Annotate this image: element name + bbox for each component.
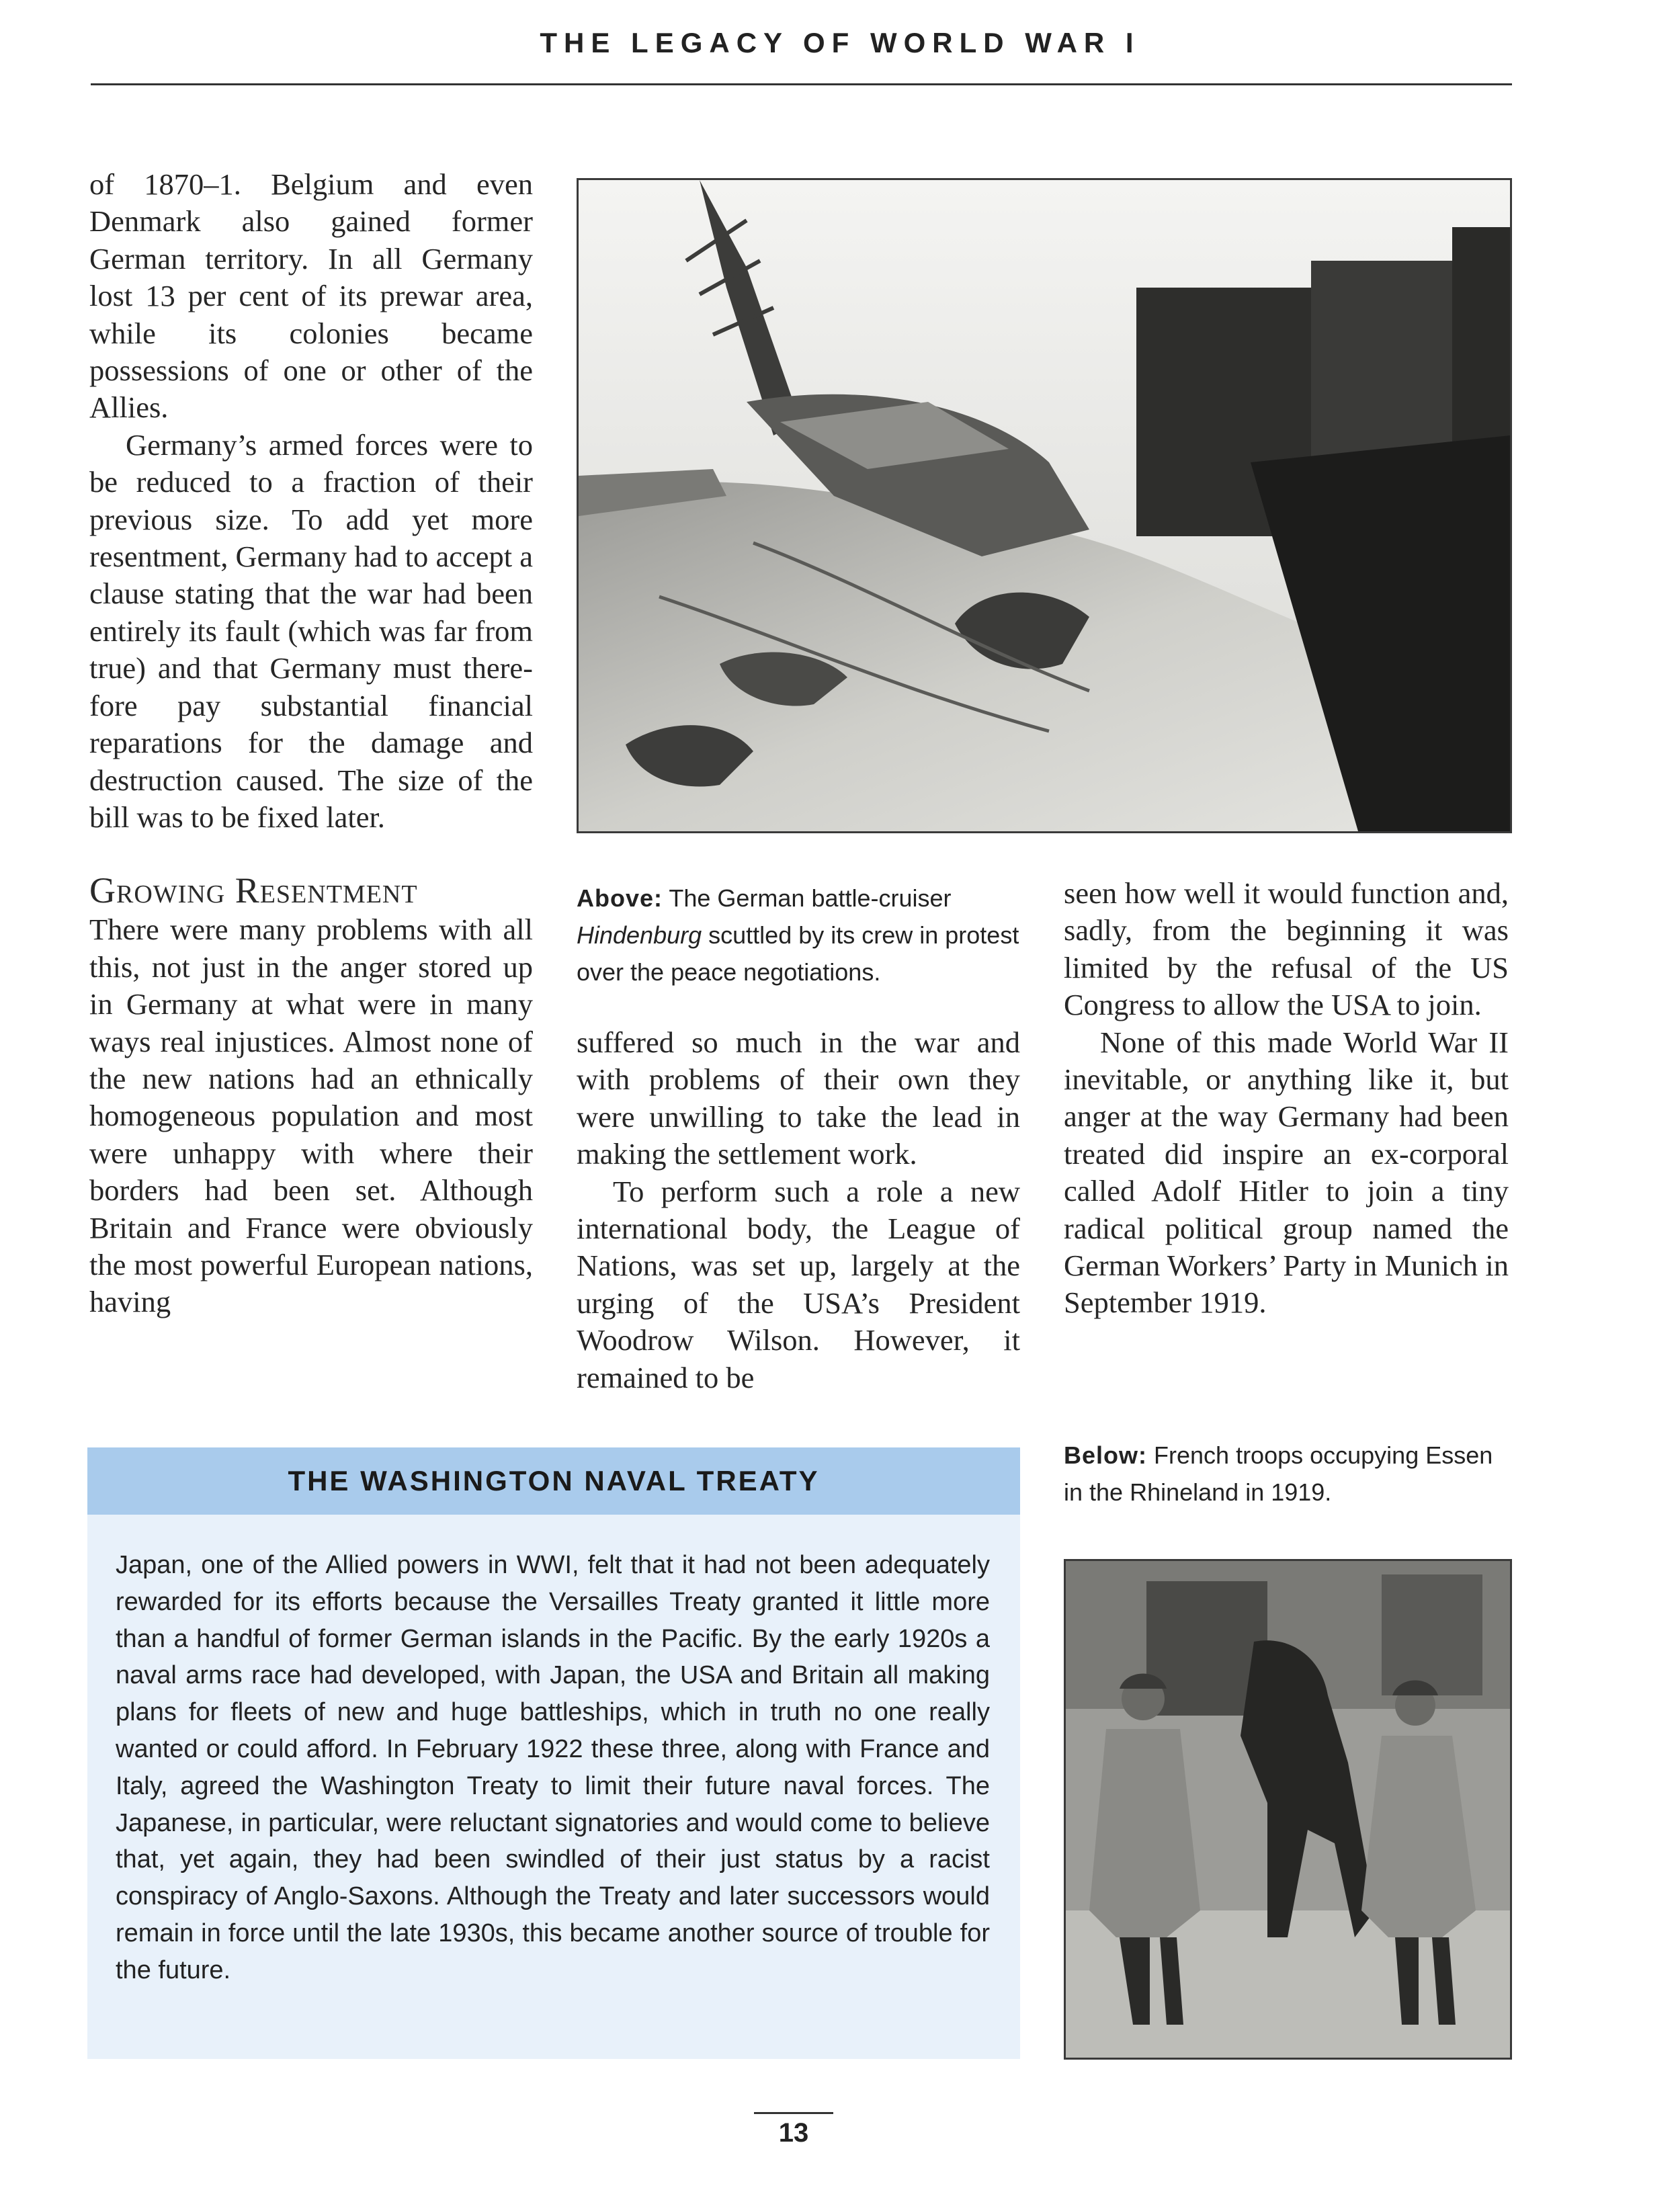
ship-photo xyxy=(577,178,1512,833)
sidebar-body: Japan, one of the Allied powers in WWI, felt that it had not been adequately rewarded for its efforts because the Versailles Treaty granted it little more than a handful of former German islands in the Pacific. By the early 1920s a naval arms race had developed, with Japan, the USA and Britain all making plans for fleets of new and huge battleships, which in truth no one really wanted or could afford. In February 1922 these three, along with France and Italy, agreed the Washington Treaty to limit their future naval forces. The Japanese, in particular, were reluctant signatories and would come to believe that, yet again, they had been swindled of their just status by a racist conspiracy of Anglo-Saxons. Although the Treaty and later successors would remain in force until the late 1930s, this became another source of trouble for the future. xyxy=(116,1551,990,1984)
column-2 xyxy=(577,1024,1020,1396)
page-number: 13 xyxy=(778,2118,809,2148)
ship-photo-illustration xyxy=(579,180,1510,831)
header-rule xyxy=(91,83,1512,85)
column-1 xyxy=(89,166,533,1321)
ship-name: Hindenburg xyxy=(577,921,702,949)
troops-photo-illustration xyxy=(1066,1561,1510,2058)
caption-text-below: French troops occupying Essen in the Rhineland in 1919. xyxy=(1064,1441,1493,1506)
bottom-photo-caption xyxy=(1064,1437,1512,1511)
caption-text-after-ship: scuttled by its crew in protest over the peace negotiations. xyxy=(577,921,1019,986)
troops-photo xyxy=(1064,1559,1512,2060)
washington-treaty-sidebar xyxy=(87,1447,1020,2059)
page-number-rule xyxy=(754,2112,833,2114)
section-heading: Growing Resentment xyxy=(89,870,418,911)
running-head: THE LEGACY OF WORLD WAR I xyxy=(540,27,1140,58)
column-3 xyxy=(1064,875,1509,1322)
sidebar-title: THE WASHINGTON NAVAL TREATY xyxy=(87,1447,1020,1515)
col3-paragraph-2: None of this made World War II inevitable, or anything like it, but anger at the way Germany had been treated did inspire an ex-corporal called Adolf Hitler to join a tiny radical political group named the German Workers’ Party in Munich in September 1919. xyxy=(1064,1025,1509,1320)
col1-paragraph-3: There were many problems with all this, not just in the anger stored up in Germany at what were in many ways real injustices. Almost none of the new nations had an ethnically homogeneous population and most were unhappy with where their borders had been set. Although Britain and France were obviously the most powerful European nations, having xyxy=(89,913,533,1319)
col1-paragraph-2: Germany’s armed forces were to be reduced to a fraction of their previous size. To add yet more resentment, Germany had to accept a clause stating that the war had been entirely its fault (which was far from true) and that Germany must therefore pay substantial financial reparations for the damage and destruction caused. The size of the bill was to be fixed later. xyxy=(89,427,533,834)
caption-text-before-ship: The German battle-cruiser xyxy=(663,884,952,912)
col3-paragraph-1: seen how well it would function and, sadly, from the beginning it was limited by the refusal of the US Congress to allow the USA to join. xyxy=(1064,876,1509,1022)
col1-paragraph-1: of 1870–1. Belgium and even Denmark also gained former German territory. In all Germany lost 13 per cent of its prewar area, while its colonies became possessions of one or other of the Allies. xyxy=(89,167,533,425)
caption-lead-below: Below: xyxy=(1064,1441,1148,1469)
caption-lead-above: Above: xyxy=(577,884,663,912)
col2-paragraph-2: To perform such a role a new international body, the League of Nations, was set up, largely at the urging of the USA’s President Woodrow Wilson. However, it remained to be xyxy=(577,1174,1020,1394)
col2-paragraph-1: suffered so much in the war and with problems of their own they were unwilling to take the lead in making the settlement work. xyxy=(577,1025,1020,1171)
top-photo-caption xyxy=(577,880,1020,991)
